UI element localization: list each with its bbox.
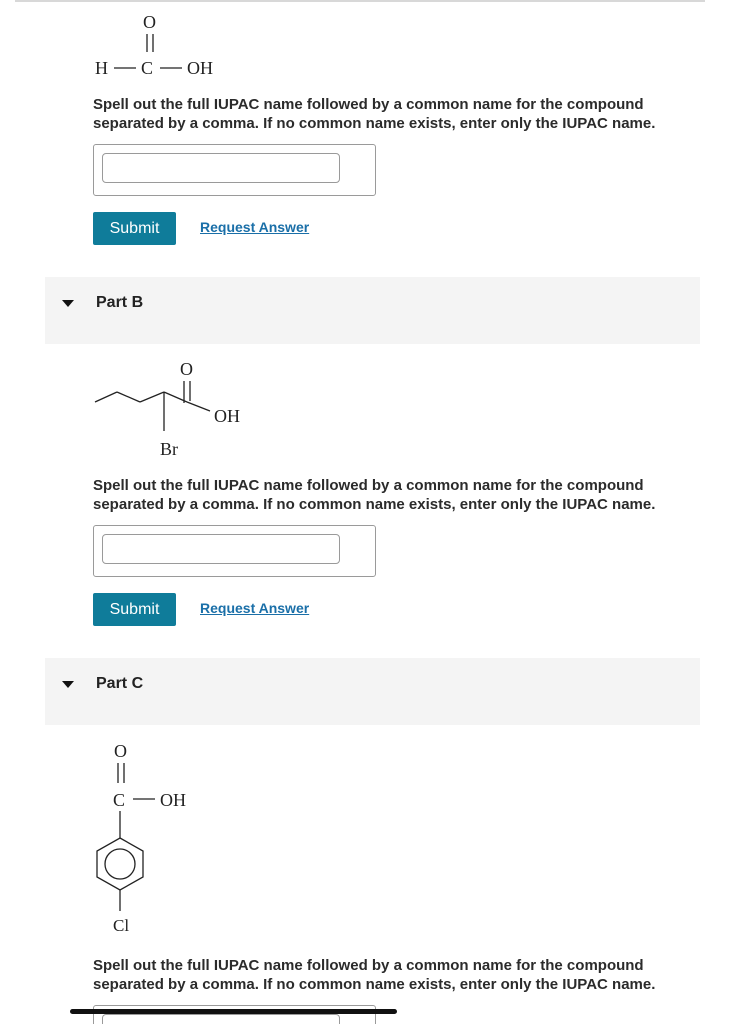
chlorobenzoic-acid-structure [85, 735, 215, 940]
caret-down-icon [62, 681, 74, 688]
request-answer-link[interactable]: Request Answer [200, 219, 310, 235]
question-prompt: Spell out the full IUPAC name followed by a common name for the compound separated by a comma. If no common name exists, enter only the IUPAC name. [93, 96, 656, 132]
answer-box [93, 1005, 376, 1024]
hydroxyl-group: OH [214, 406, 240, 426]
answer-box [93, 144, 376, 196]
carbon-atom: C [113, 790, 126, 810]
question-prompt: Spell out the full IUPAC name followed by a common name for the compound separated by a comma. If no common name exists, enter only the IUPAC name. [93, 957, 656, 993]
chlorine-atom: Cl [113, 916, 130, 935]
part-c-title: Part C [96, 675, 144, 692]
formic-acid-structure [90, 8, 230, 80]
home-indicator-bar [70, 1009, 397, 1014]
carbon-atom: C [141, 58, 154, 78]
hydroxyl-group: OH [187, 58, 213, 78]
oxygen-atom: O [180, 359, 193, 379]
oxygen-atom: O [143, 12, 156, 32]
request-answer-link[interactable]: Request Answer [200, 600, 310, 616]
bromo-acid-structure [90, 355, 260, 463]
part-c-header[interactable] [45, 658, 700, 725]
question-prompt: Spell out the full IUPAC name followed by a common name for the compound separated by a comma. If no common name exists, enter only the IUPAC name. [93, 477, 656, 513]
answer-box [93, 525, 376, 577]
caret-down-icon [62, 300, 74, 307]
bromine-atom: Br [160, 439, 178, 459]
answer-input[interactable] [102, 534, 340, 564]
answer-input[interactable] [102, 153, 340, 183]
hydroxyl-group: OH [160, 790, 186, 810]
top-divider [15, 0, 705, 2]
submit-button[interactable]: Submit [93, 212, 176, 245]
answer-input[interactable] [102, 1014, 340, 1024]
part-b-header[interactable] [45, 277, 700, 344]
submit-button[interactable]: Submit [93, 593, 176, 626]
part-b-title: Part B [96, 294, 144, 311]
oxygen-atom: O [114, 741, 127, 761]
hydrogen-atom: H [95, 58, 108, 78]
